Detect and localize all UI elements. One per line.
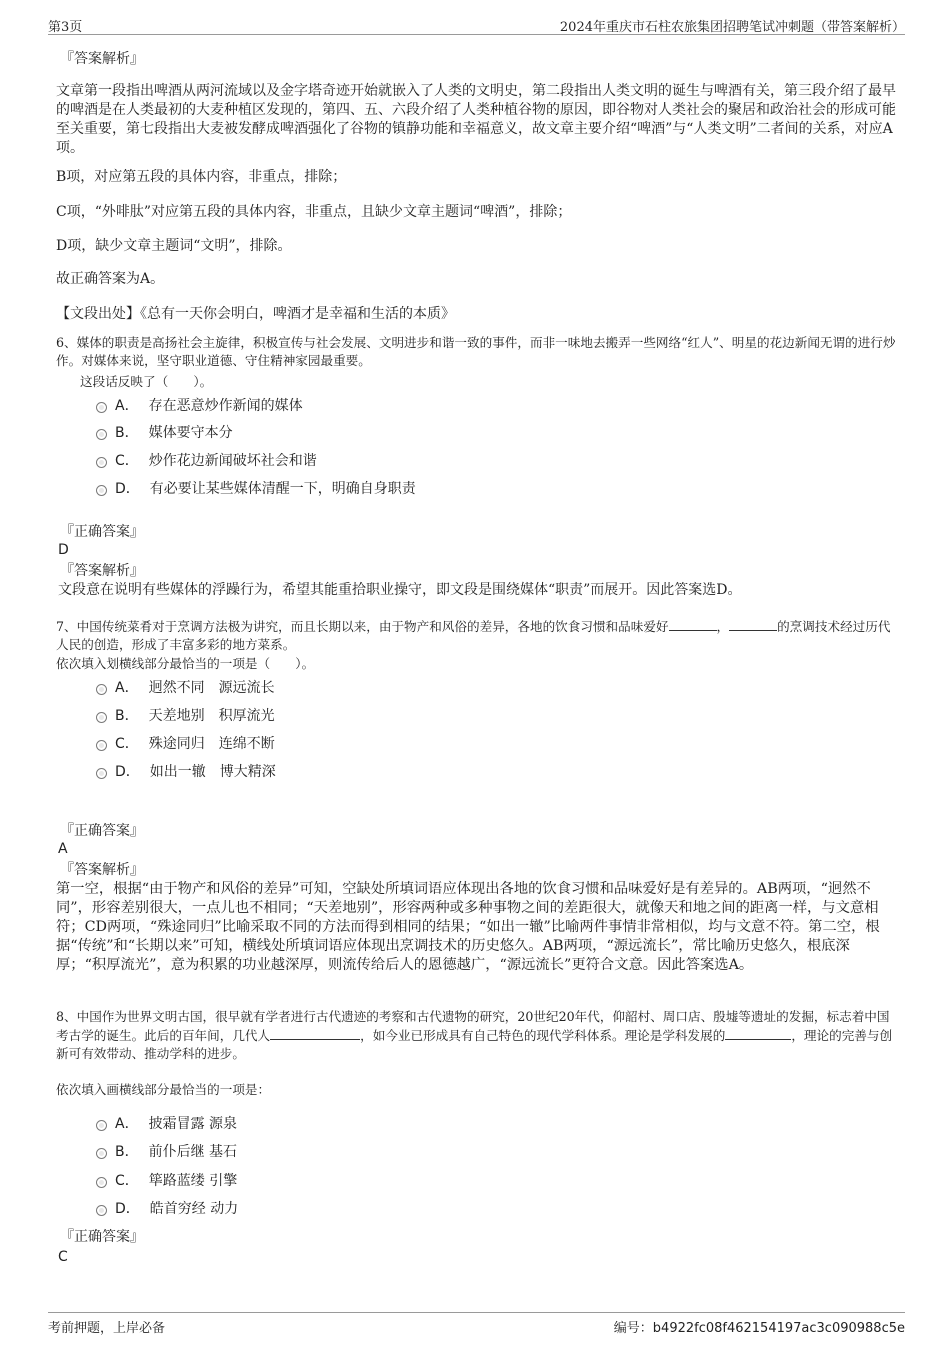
page-number: 第3页 — [48, 20, 83, 35]
blank-line — [729, 617, 777, 631]
radio-icon[interactable] — [96, 457, 107, 468]
question-stem: 8、中国作为世界文明古国，很早就有学者进行古代遗迹的考察和古代遗物的研究，20世纪20年代，仰韶村、周口店、殷墟等遗址的发掘，标志着中国考古学的诞生。此后的百年间，几代人 ，如今业已形成具有自己特色的现代学科体系。理论是学科发展的 ，理论的完善与创新可有效带动、推动学科的进步。 — [56, 1009, 893, 1061]
radio-icon[interactable] — [96, 1205, 107, 1216]
analysis-paragraph: 文章第一段指出啤酒从两河流域以及金字塔奇迹开始就嵌入了人类的文明史，第二段指出人类文明的诞生与啤酒有关，第三段介绍了最早的啤酒是在人类最初的大麦种植区发现的，第四、五、六段介绍了人类种植谷物的原因，即谷物对人类社会的聚居和政治社会的形成可能至关重要，第七段指出大麦被发酵成啤酒强化了谷物的镇静功能和幸福意义，故文章主要介绍“啤酒”与“人类文明”二者间的关系，对应A项。 — [56, 83, 896, 156]
source-text: 《总有一天你会明白，啤酒才是幸福和生活的本质》 — [140, 306, 455, 322]
blank-line — [270, 1026, 360, 1040]
question-prompt: 依次填入画横线部分最恰当的一项是： — [56, 1082, 271, 1097]
radio-icon[interactable] — [96, 1177, 107, 1188]
source-label: 【文段出处】 — [56, 306, 140, 322]
option-d[interactable]: D． 如出一辙 博大精深 — [96, 762, 276, 782]
question-stem: 6、媒体的职责是高扬社会主旋律，积极宣传与社会发展、文明进步和谐一致的事件，而非一味地去搬弄一些网络“红人”、明星的花边新闻无谓的进行炒作。对媒体来说，坚守职业道德、守住精神家园最重要。 — [56, 335, 896, 368]
radio-icon[interactable] — [96, 485, 107, 496]
analysis-paragraph: 故正确答案为A。 — [56, 271, 165, 287]
analysis-text: 文段意在说明有些媒体的浮躁行为，希望其能重拾职业操守，即文段是围绕媒体“职责”而展开。因此答案选D。 — [58, 582, 742, 598]
answer-label: 『正确答案』 — [60, 1229, 144, 1245]
radio-icon[interactable] — [96, 712, 107, 723]
option-a[interactable]: A． 披霜冒露 源泉 — [96, 1114, 237, 1134]
analysis-paragraph: D项，缺少文章主题词“文明”，排除。 — [56, 238, 292, 254]
option-c[interactable]: C． 炒作花边新闻破坏社会和谐 — [96, 451, 317, 471]
radio-icon[interactable] — [96, 684, 107, 695]
blank-line — [725, 1026, 791, 1040]
option-c[interactable]: C． 殊途同归 连绵不断 — [96, 734, 275, 754]
page-header — [48, 14, 905, 35]
analysis-label: 『答案解析』 — [60, 862, 144, 878]
radio-icon[interactable] — [96, 1148, 107, 1159]
answer-value: A — [58, 841, 68, 857]
radio-icon[interactable] — [96, 1120, 107, 1131]
analysis-label: 『答案解析』 — [60, 563, 144, 579]
document-code: 编号：b4922fc08f462154197ac3c090988c5e — [613, 1321, 905, 1336]
answer-value: D — [58, 542, 69, 558]
analysis-paragraph: B项，对应第五段的具体内容，非重点，排除； — [56, 169, 347, 185]
answer-label: 『正确答案』 — [60, 524, 144, 540]
answer-value: C — [58, 1249, 68, 1265]
option-b[interactable]: B． 天差地别 积厚流光 — [96, 706, 275, 726]
option-a[interactable]: A． 存在恶意炒作新闻的媒体 — [96, 396, 303, 416]
option-d[interactable]: D． 皓首穷经 动力 — [96, 1199, 238, 1219]
radio-icon[interactable] — [96, 402, 107, 413]
footer-slogan: 考前押题，上岸必备 — [48, 1321, 166, 1336]
option-c[interactable]: C． 筚路蓝缕 引擎 — [96, 1171, 237, 1191]
option-b[interactable]: B． 前仆后继 基石 — [96, 1142, 237, 1162]
analysis-text: 第一空，根据“由于物产和风俗的差异”可知，空缺处所填词语应体现出各地的饮食习惯和品味爱好是有差异的。AB两项，“迥然不同”，形容差别很大，一点儿也不相同；“天差地别”，形容两种或多种事物之间的差距很大，就像天和地之间的距离一样，与文意相符；CD两项，“殊途同归”比喻采取不同的方法而得到相同的结果；“如出一辙”比喻两件事情非常相似，均与文意不符。第二空，根据“传统”和“长期以来”可知，横线处所填词语应体现出烹调技术的历史悠久。AB两项，“源远流长”，常比喻历史悠久，根底深厚；“积厚流光”，意为积累的功业越深厚，则流传给后人的恩德越广，“源远流长”更符合文意。因此答案选A。 — [56, 881, 880, 973]
blank-line — [669, 617, 717, 631]
analysis-paragraph: C项，“外啡肽”对应第五段的具体内容，非重点，且缺少文章主题词“啤酒”，排除； — [56, 204, 572, 220]
radio-icon[interactable] — [96, 429, 107, 440]
analysis-label: 『答案解析』 — [60, 51, 144, 67]
answer-label: 『正确答案』 — [60, 823, 144, 839]
option-a[interactable]: A． 迥然不同 源远流长 — [96, 678, 275, 698]
radio-icon[interactable] — [96, 740, 107, 751]
question-stem: 7、中国传统菜肴对于烹调方法极为讲究，而且长期以来，由于物产和风俗的差异，各地的饮食习惯和品味爱好 ， 的烹调技术经过历代人民的创造，形成了丰富多彩的地方菜系。 — [56, 619, 891, 652]
option-b[interactable]: B． 媒体要守本分 — [96, 423, 233, 443]
page-footer — [48, 1312, 905, 1337]
question-prompt: 依次填入划横线部分最恰当的一项是（ ）。 — [56, 656, 315, 671]
document-title: 2024年重庆市石柱农旅集团招聘笔试冲刺题（带答案解析） — [559, 20, 905, 35]
radio-icon[interactable] — [96, 768, 107, 779]
question-prompt: 这段话反映了（ ）。 — [80, 374, 213, 389]
option-d[interactable]: D． 有必要让某些媒体清醒一下，明确自身职责 — [96, 479, 416, 499]
source-line — [56, 305, 455, 324]
